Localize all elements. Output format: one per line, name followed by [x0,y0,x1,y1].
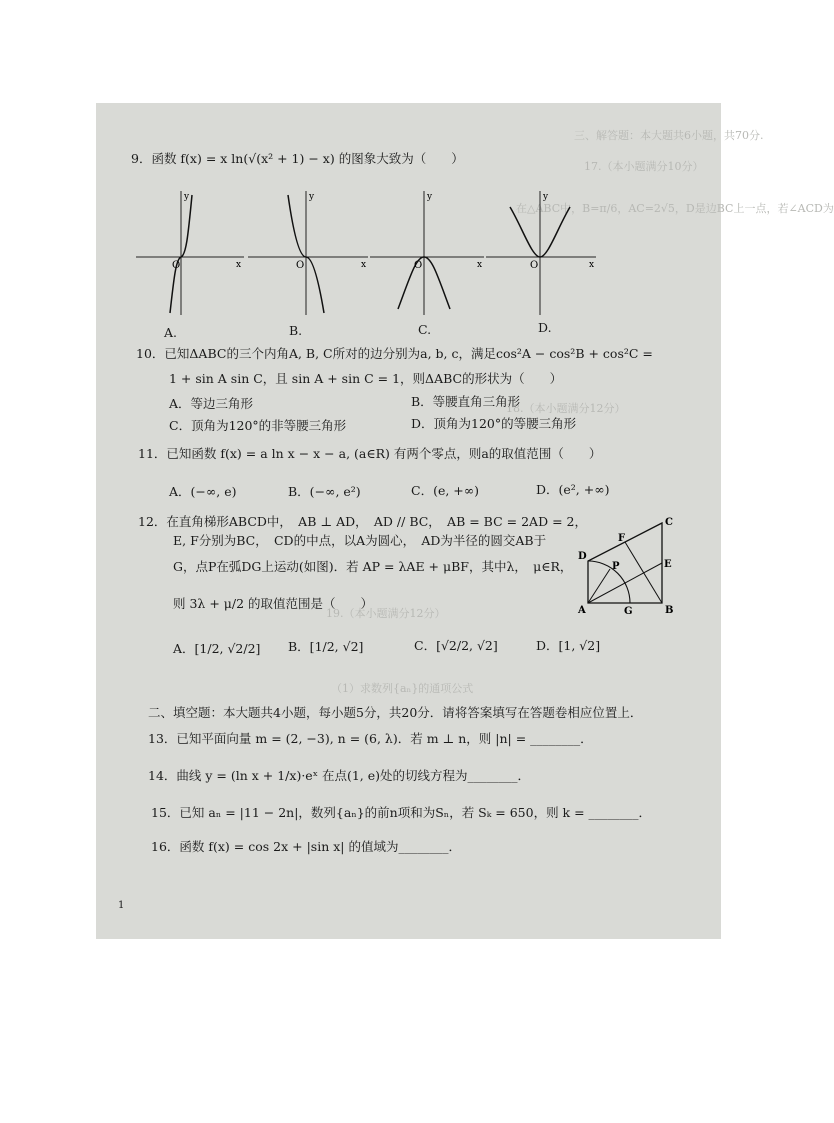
graph-x-label: x [589,260,595,270]
question-15: 15．已知 aₙ = |11 − 2n|，数列{aₙ}的前n项和为Sₙ，若 Sₖ = 650，则 k = ________． [151,805,652,820]
bleed-text: 三、解答题：本大题共6小题，共70分. [574,129,764,142]
option-b-label: B. [289,323,303,338]
bleed-text: 在△ABC中，B=π/6，AC=2√5，D是边BC上一点，若∠ACD为 [516,202,834,215]
option-a-label: A. [164,325,178,340]
graph-x-label: x [477,260,483,270]
question-12-line4: 则 3λ + μ/2 的取值范围是（ ） [173,596,374,611]
page-number: 1 [118,900,125,911]
graph-option-c [370,187,486,317]
graph-option-d [486,187,598,317]
question-12-line1: 12．在直角梯形ABCD中， AB ⊥ AD， AD // BC， AB = BC = 2AD = 2， [138,514,587,529]
graph-y-label: y [543,192,549,202]
question-12-option-d: D．[1, √2] [536,638,601,653]
graph-origin-label: O [296,260,305,271]
fig-label: A [578,605,586,616]
question-9: 9．函数 f(x) = x ln(√(x² + 1) − x) 的图象大致为（ ） [131,151,464,166]
graph-option-a [136,187,248,317]
fig-label: G [624,606,633,617]
question-10-option-b: B．等腰直角三角形 [411,394,521,409]
bleed-text: 18.（本小题满分12分） [506,402,626,415]
question-12-line3: G，点P在弧DG上运动(如图)．若 AP = λAE + μBF，其中λ， μ∈R， [173,559,573,574]
exam-paper-photo [96,103,834,939]
graph-y-label: y [184,192,190,202]
fig-label: D [578,551,587,562]
fig-label: F [618,533,626,544]
question-11-option-a: A．(−∞, e) [169,484,237,499]
question-13: 13．已知平面向量 m = (2, −3), n = (6, λ)．若 m ⊥ n，则 |n| = ________． [148,731,593,746]
section-2-title: 二、填空题：本大题共4小题，每小题5分，共20分．请将答案填写在答题卷相应位置上． [148,705,643,720]
graph-origin-label: O [172,260,181,271]
question-12-option-b: B．[1/2, √2] [288,639,364,654]
graph-origin-label: O [530,260,539,271]
option-c-label: C. [418,322,432,337]
question-11-option-c: C．(e, +∞) [411,483,480,498]
fig-label: P [612,561,620,572]
question-10-option-a: A．等边三角形 [169,396,254,411]
graph-x-label: x [236,260,242,270]
question-12-option-c: C．[√2/2, √2] [414,638,498,653]
question-14: 14．曲线 y = (ln x + 1/x)·eˣ 在点(1, e)处的切线方程为________． [148,768,531,783]
question-12-option-a: A．[1/2, √2/2] [173,641,261,656]
question-10-line2: 1 + sin A sin C，且 sin A + sin C = 1，则ΔABC的形状为（ ） [169,371,563,386]
question-12-line2: E, F分别为BC， CD的中点，以A为圆心， AD为半径的圆交AB于 [173,533,547,548]
bleed-text: 19.（本小题满分12分） [326,607,446,620]
fig-label: B [665,605,674,616]
graph-y-label: y [427,192,433,202]
graph-option-b [248,187,370,317]
trapezoid-figure [576,515,676,615]
question-16: 16．函数 f(x) = cos 2x + |sin x| 的值域为________． [151,839,461,854]
bleed-text: 17.（本小题满分10分） [584,160,704,173]
option-d-label: D. [538,320,552,335]
fig-label: E [664,559,672,570]
question-11: 11．已知函数 f(x) = a ln x − x − a, (a∈R) 有两个零点，则a的取值范围（ ） [138,446,602,461]
question-10-option-d: D．顶角为120°的等腰三角形 [411,416,577,431]
question-10-option-c: C．顶角为120°的非等腰三角形 [169,418,347,433]
graph-origin-label: O [414,260,423,271]
graph-y-label: y [309,192,315,202]
question-11-option-b: B．(−∞, e²) [288,484,361,499]
question-11-option-d: D．(e², +∞) [536,482,610,497]
fig-label: C [665,517,673,528]
question-10-line1: 10．已知ΔABC的三个内角A, B, C所对的边分别为a, b, c，满足cos²A − cos²B + cos²C = [136,346,653,361]
bleed-text: （1）求数列{aₙ}的通项公式 [331,682,474,695]
graph-x-label: x [361,260,367,270]
